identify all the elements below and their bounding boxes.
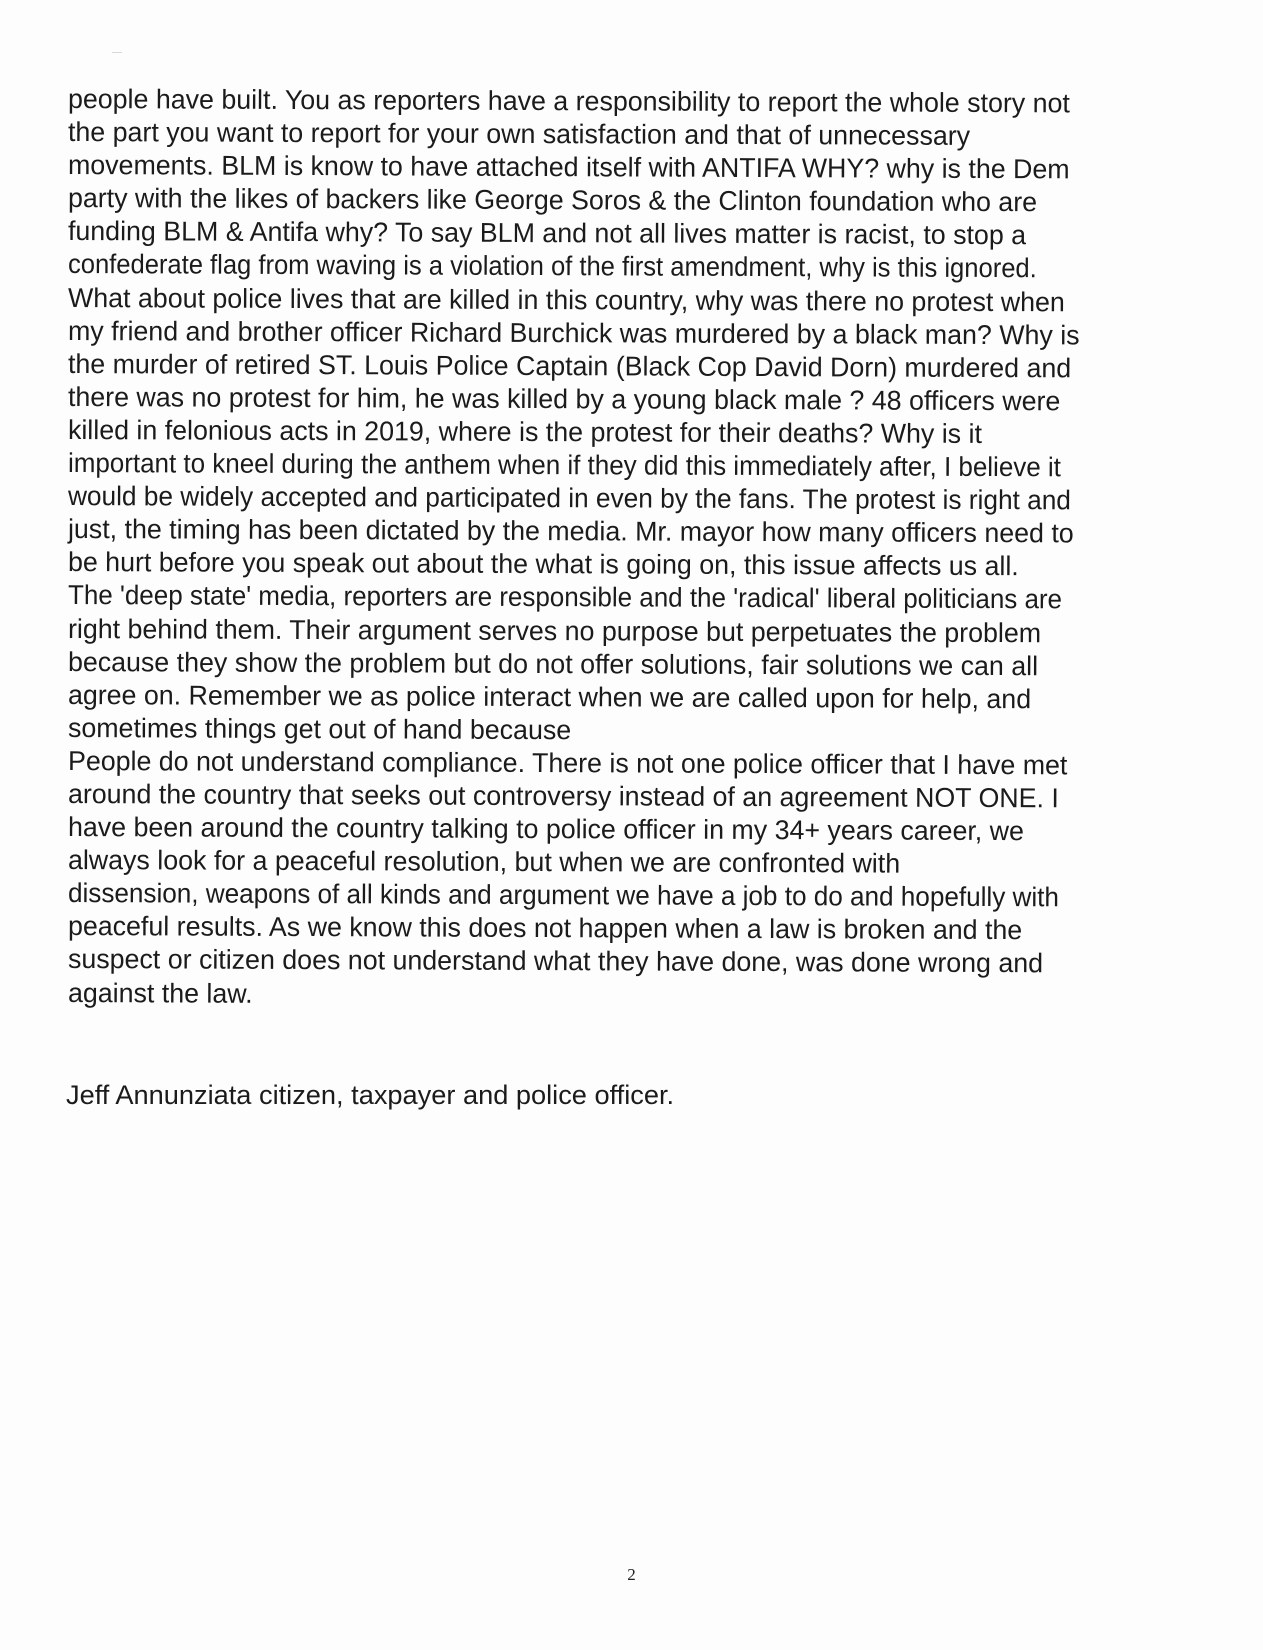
body-line: party with the likes of backers like George Soros & the Clinton foundation who are [67, 182, 1038, 218]
body-line: suspect or citizen does not understand what they have done, was done wrong and [67, 943, 1044, 979]
body-line: the part you want to report for your own satisfaction and that of unnecessary [67, 116, 971, 152]
body-line: because they show the problem but do not offer solutions, fair solutions we can all [67, 645, 1039, 681]
body-line: movements. BLM is know to have attached itself with ANTIFA WHY? why is the Dem [67, 149, 1070, 185]
body-line: confederate flag from waving is a violation of the first amendment, why is this ignored. [67, 248, 1037, 284]
body-line: The 'deep state' media, reporters are responsible and the 'radical' liberal politicians are [67, 579, 1063, 615]
body-line: people have built. You as reporters have a responsibility to report the whole story not [67, 83, 1070, 119]
body-line: against the law. [67, 976, 253, 1009]
body-line: right behind them. Their argument serves no purpose but perpetuates the problem [67, 612, 1042, 648]
body-line: there was no protest for him, he was killed by a young black male ? 48 officers were [67, 380, 1061, 417]
body-line: have been around the country talking to police officer in my 34+ years career, we [67, 811, 1025, 847]
scan-speck [112, 52, 122, 53]
body-line: always look for a peaceful resolution, but when we are confronted with [67, 844, 901, 879]
body-line: dissension, weapons of all kinds and argument we have a job to do and hopefully with [67, 877, 1060, 913]
body-line: my friend and brother officer Richard Burchick was murdered by a black man? Why is [67, 314, 1080, 351]
body-line: killed in felonious acts in 2019, where is the protest for their deaths? Why is it [67, 413, 983, 449]
body-line: People do not understand compliance. There is not one police officer that I have met [67, 744, 1068, 781]
signature-line: Jeff Annunziata citizen, taxpayer and police officer. [66, 1079, 675, 1110]
page-number: 2 [627, 1565, 636, 1584]
body-line: the murder of retired ST. Louis Police Captain (Black Cop David Dorn) murdered and [67, 347, 1072, 384]
body-line: important to kneel during the anthem when if they did this immediately after, I believe it [67, 447, 1062, 483]
body-line: would be widely accepted and participated in even by the fans. The protest is right and [67, 480, 1071, 516]
body-line: funding BLM & Antifa why? To say BLM and not all lives matter is racist, to stop a [67, 215, 1027, 251]
body-line: What about police lives that are killed in this country, why was there no protest when [67, 281, 1065, 317]
body-line: peaceful results. As we know this does not happen when a law is broken and the [67, 910, 1023, 946]
letter-body [68, 82, 1198, 1009]
body-line: agree on. Remember we as police interact when we are called upon for help, and [67, 678, 1032, 714]
body-line: just, the timing has been dictated by the media. Mr. mayor how many officers need to [67, 513, 1074, 549]
body-line: be hurt before you speak out about the what is going on, this issue affects us all. [67, 546, 1019, 582]
body-line: sometimes things get out of hand because [67, 711, 572, 745]
body-line: around the country that seeks out controversy instead of an agreement NOT ONE. I [67, 777, 1059, 814]
